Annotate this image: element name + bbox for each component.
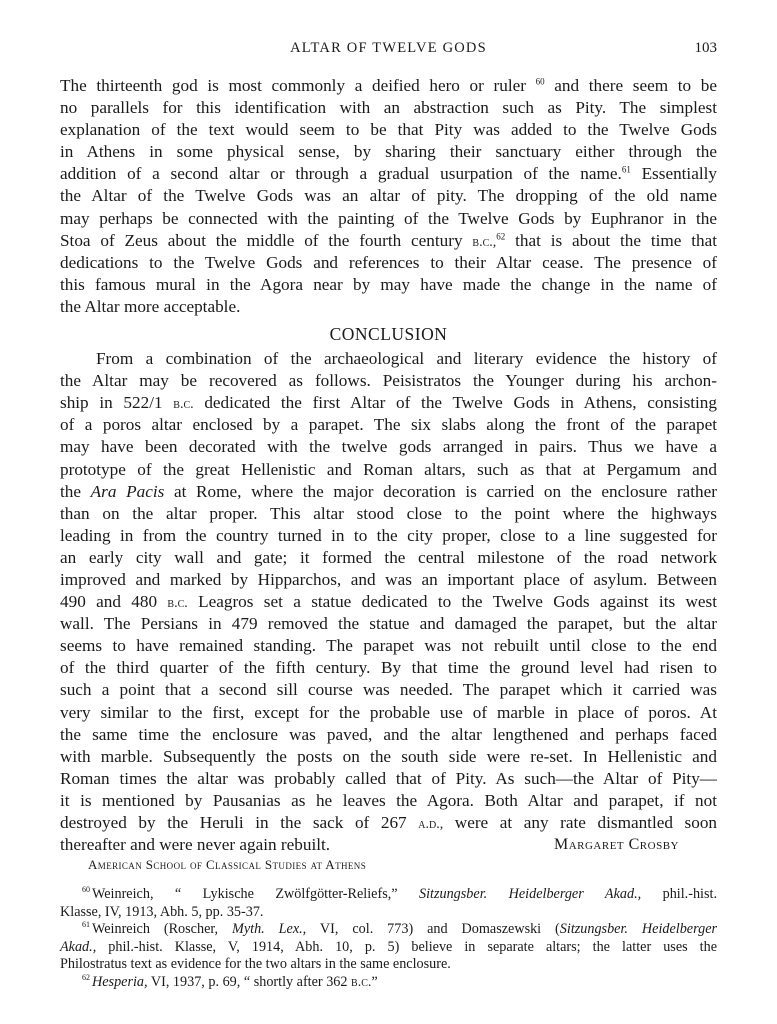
- italic-title: Akad.,: [60, 938, 97, 955]
- text-line: [60, 75, 717, 97]
- main-text: [60, 75, 717, 856]
- text-line: Roman times the altar was probably called that of Pity. As such—the Altar of Pity—: [60, 768, 717, 788]
- text-line: [60, 591, 717, 613]
- footnote-62: [60, 974, 717, 992]
- footnote-61-cont: [60, 939, 717, 957]
- italic-title: Sitzungsber. Heidelberger: [559, 921, 718, 937]
- text-span: destroyed by the Heruli in the sack of 267: [60, 813, 407, 832]
- text-span: ”: [371, 973, 378, 990]
- text-line: thereafter and were never again rebuilt.: [60, 835, 331, 855]
- era-abbrev: b.c.: [173, 397, 194, 413]
- era-abbrev: b.c.,: [472, 234, 497, 250]
- signature-block: [60, 836, 717, 854]
- text-line: than on the altar proper. This altar stood close to the point where the highways: [60, 503, 717, 523]
- text-line: wall. The Persians in 479 removed the statue and damaged the parapet, but the altar: [60, 614, 717, 634]
- text-line: it is mentioned by Pausanias as he leaves the Agora. Both Altar and parapet, if not: [60, 790, 717, 810]
- text-span: VI, 1937, p. 69, “ shortly after 362: [150, 973, 348, 990]
- text-line: of a poros altar enclosed by a parapet. The six slabs along the front of the parapet: [60, 415, 717, 435]
- text-line: in Athens in some physical sense, by sharing their sanctuary either through the: [60, 142, 717, 162]
- section-heading: CONCLUSION: [329, 324, 448, 345]
- text-line: [60, 163, 717, 185]
- text-line: such a point that a second sill course was needed. The parapet which it carried was: [60, 680, 717, 700]
- text-span: and there seem to be: [554, 76, 717, 95]
- footnote-ref[interactable]: 61: [621, 164, 631, 175]
- text-line: the Altar of the Twelve Gods was an altar of pity. The dropping of the old name: [60, 186, 717, 206]
- text-span: The thirteenth god is most commonly a deified hero or ruler: [60, 76, 526, 95]
- footnote-61-cont2: Philostratus text as evidence for the two altars in the same enclosure.: [60, 956, 451, 972]
- text-span: that is about the time that: [515, 230, 718, 250]
- paragraph-pity: [60, 75, 717, 318]
- page-header: [60, 40, 717, 60]
- text-line: this famous mural in the Agora near by may have made the change in the name of: [60, 274, 717, 294]
- running-head: ALTAR OF TWELVE GODS: [290, 40, 487, 56]
- footnote-60: [60, 886, 717, 904]
- text-span: Weinreich, “ Lykische Zwölfgötter-Reliefs,”: [92, 886, 398, 902]
- text-span: addition of a second altar or through a gradual usurpation of the name.: [60, 164, 622, 184]
- era-abbrev: a.d.,: [418, 817, 444, 832]
- text-line: dedications to the Twelve Gods and references to their Altar cease. The presence of: [60, 252, 717, 272]
- footnotes: [60, 886, 717, 991]
- text-span: phil.-hist. Klasse, V, 1914, Abh. 10, p. 5) believe in separate altars; the latter uses the: [108, 938, 718, 955]
- text-line: prototype of the great Hellenistic and Roman altars, such as that at Pergamum and: [60, 459, 717, 479]
- text-span: Leagros set a statue dedicated to the Twelve Gods against its west: [198, 592, 718, 612]
- text-span: at Rome, where the major decoration is carried on the enclosure rather: [173, 481, 717, 501]
- text-line: of the third quarter of the fifth century. By that time the ground level had risen to: [60, 658, 717, 678]
- author-signature: Margaret Crosby: [553, 836, 679, 853]
- text-span: Stoa of Zeus about the middle of the fourth century: [60, 230, 463, 250]
- text-line: no parallels for this identification with an abstraction such as Pity. The simplest: [60, 98, 717, 118]
- italic-title: Sitzungsber. Heidelberger Akad.,: [419, 886, 642, 902]
- text-span: phil.-hist.: [662, 886, 717, 902]
- text-span: VI, col. 773) and Domaszewski (: [319, 921, 560, 937]
- footnote-ref[interactable]: 62: [496, 230, 506, 241]
- text-line: [60, 230, 717, 252]
- text-line: the Altar more acceptable.: [60, 296, 241, 316]
- text-line: may have been decorated with the twelve gods arranged in pairs. Thus we have a: [60, 437, 717, 457]
- text-line: [60, 481, 717, 503]
- era-abbrev: b.c.: [351, 974, 372, 990]
- footnote-number: 61: [82, 920, 90, 930]
- footnote-number: 62: [82, 972, 90, 982]
- text-span: dedicated the first Altar of the Twelve Gods in Athens, consisting: [204, 393, 717, 413]
- footnote-ref[interactable]: 60: [535, 76, 545, 87]
- text-span: Weinreich (Roscher,: [92, 921, 219, 937]
- italic-title: Hesperia,: [92, 973, 148, 990]
- text-line: very similar to the first, except for the probable use of marble in place of poros. At: [60, 702, 717, 722]
- text-span: ship in 522/1: [60, 393, 163, 413]
- footnote-60-cont: Klasse, IV, 1913, Abh. 5, pp. 35-37.: [60, 903, 264, 920]
- text-line: leading in from the country turned in to the city proper, close to a line suggested for: [60, 525, 717, 545]
- page-number: 103: [694, 40, 717, 56]
- text-line: seems to have remained standing. The parapet was not rebuilt until close to the end: [60, 636, 717, 656]
- text-line: explanation of the text would seem to be that Pity was added to the Twelve Gods: [60, 120, 717, 140]
- text-line: the same time the enclosure was paved, and the altar lengthened and perhaps faced: [60, 724, 717, 744]
- footnote-number: 60: [82, 885, 90, 895]
- text-span: Essentially: [641, 164, 717, 184]
- author-affiliation: American School of Classical Studies at Athens: [88, 857, 367, 872]
- era-abbrev: b.c.: [167, 596, 188, 612]
- text-line: the Altar may be recovered as follows. Peisistratos the Younger during his archon-: [60, 371, 717, 391]
- text-span: 490 and 480: [60, 592, 158, 612]
- text-line: improved and marked by Hipparchos, and was an important place of asylum. Between: [60, 569, 717, 589]
- text-span: the: [60, 481, 81, 501]
- text-line: [60, 392, 717, 414]
- footnote-61: [60, 921, 717, 939]
- text-span: were at any rate dismantled soon: [454, 813, 718, 832]
- italic-title: Myth. Lex.,: [232, 921, 307, 937]
- text-line: [60, 812, 717, 834]
- text-line: with marble. Subsequently the posts on the south side were re-set. In Hellenistic and: [60, 746, 717, 766]
- italic-title: Ara Pacis: [90, 481, 165, 501]
- paragraph-conclusion: [60, 348, 717, 856]
- text-line: may perhaps be connected with the painting of the Twelve Gods by Euphranor in the: [60, 208, 717, 228]
- text-line: From a combination of the archaeological and literary evidence the history of: [96, 349, 717, 369]
- text-line: an early city wall and gate; it formed the central milestone of the road network: [60, 547, 717, 567]
